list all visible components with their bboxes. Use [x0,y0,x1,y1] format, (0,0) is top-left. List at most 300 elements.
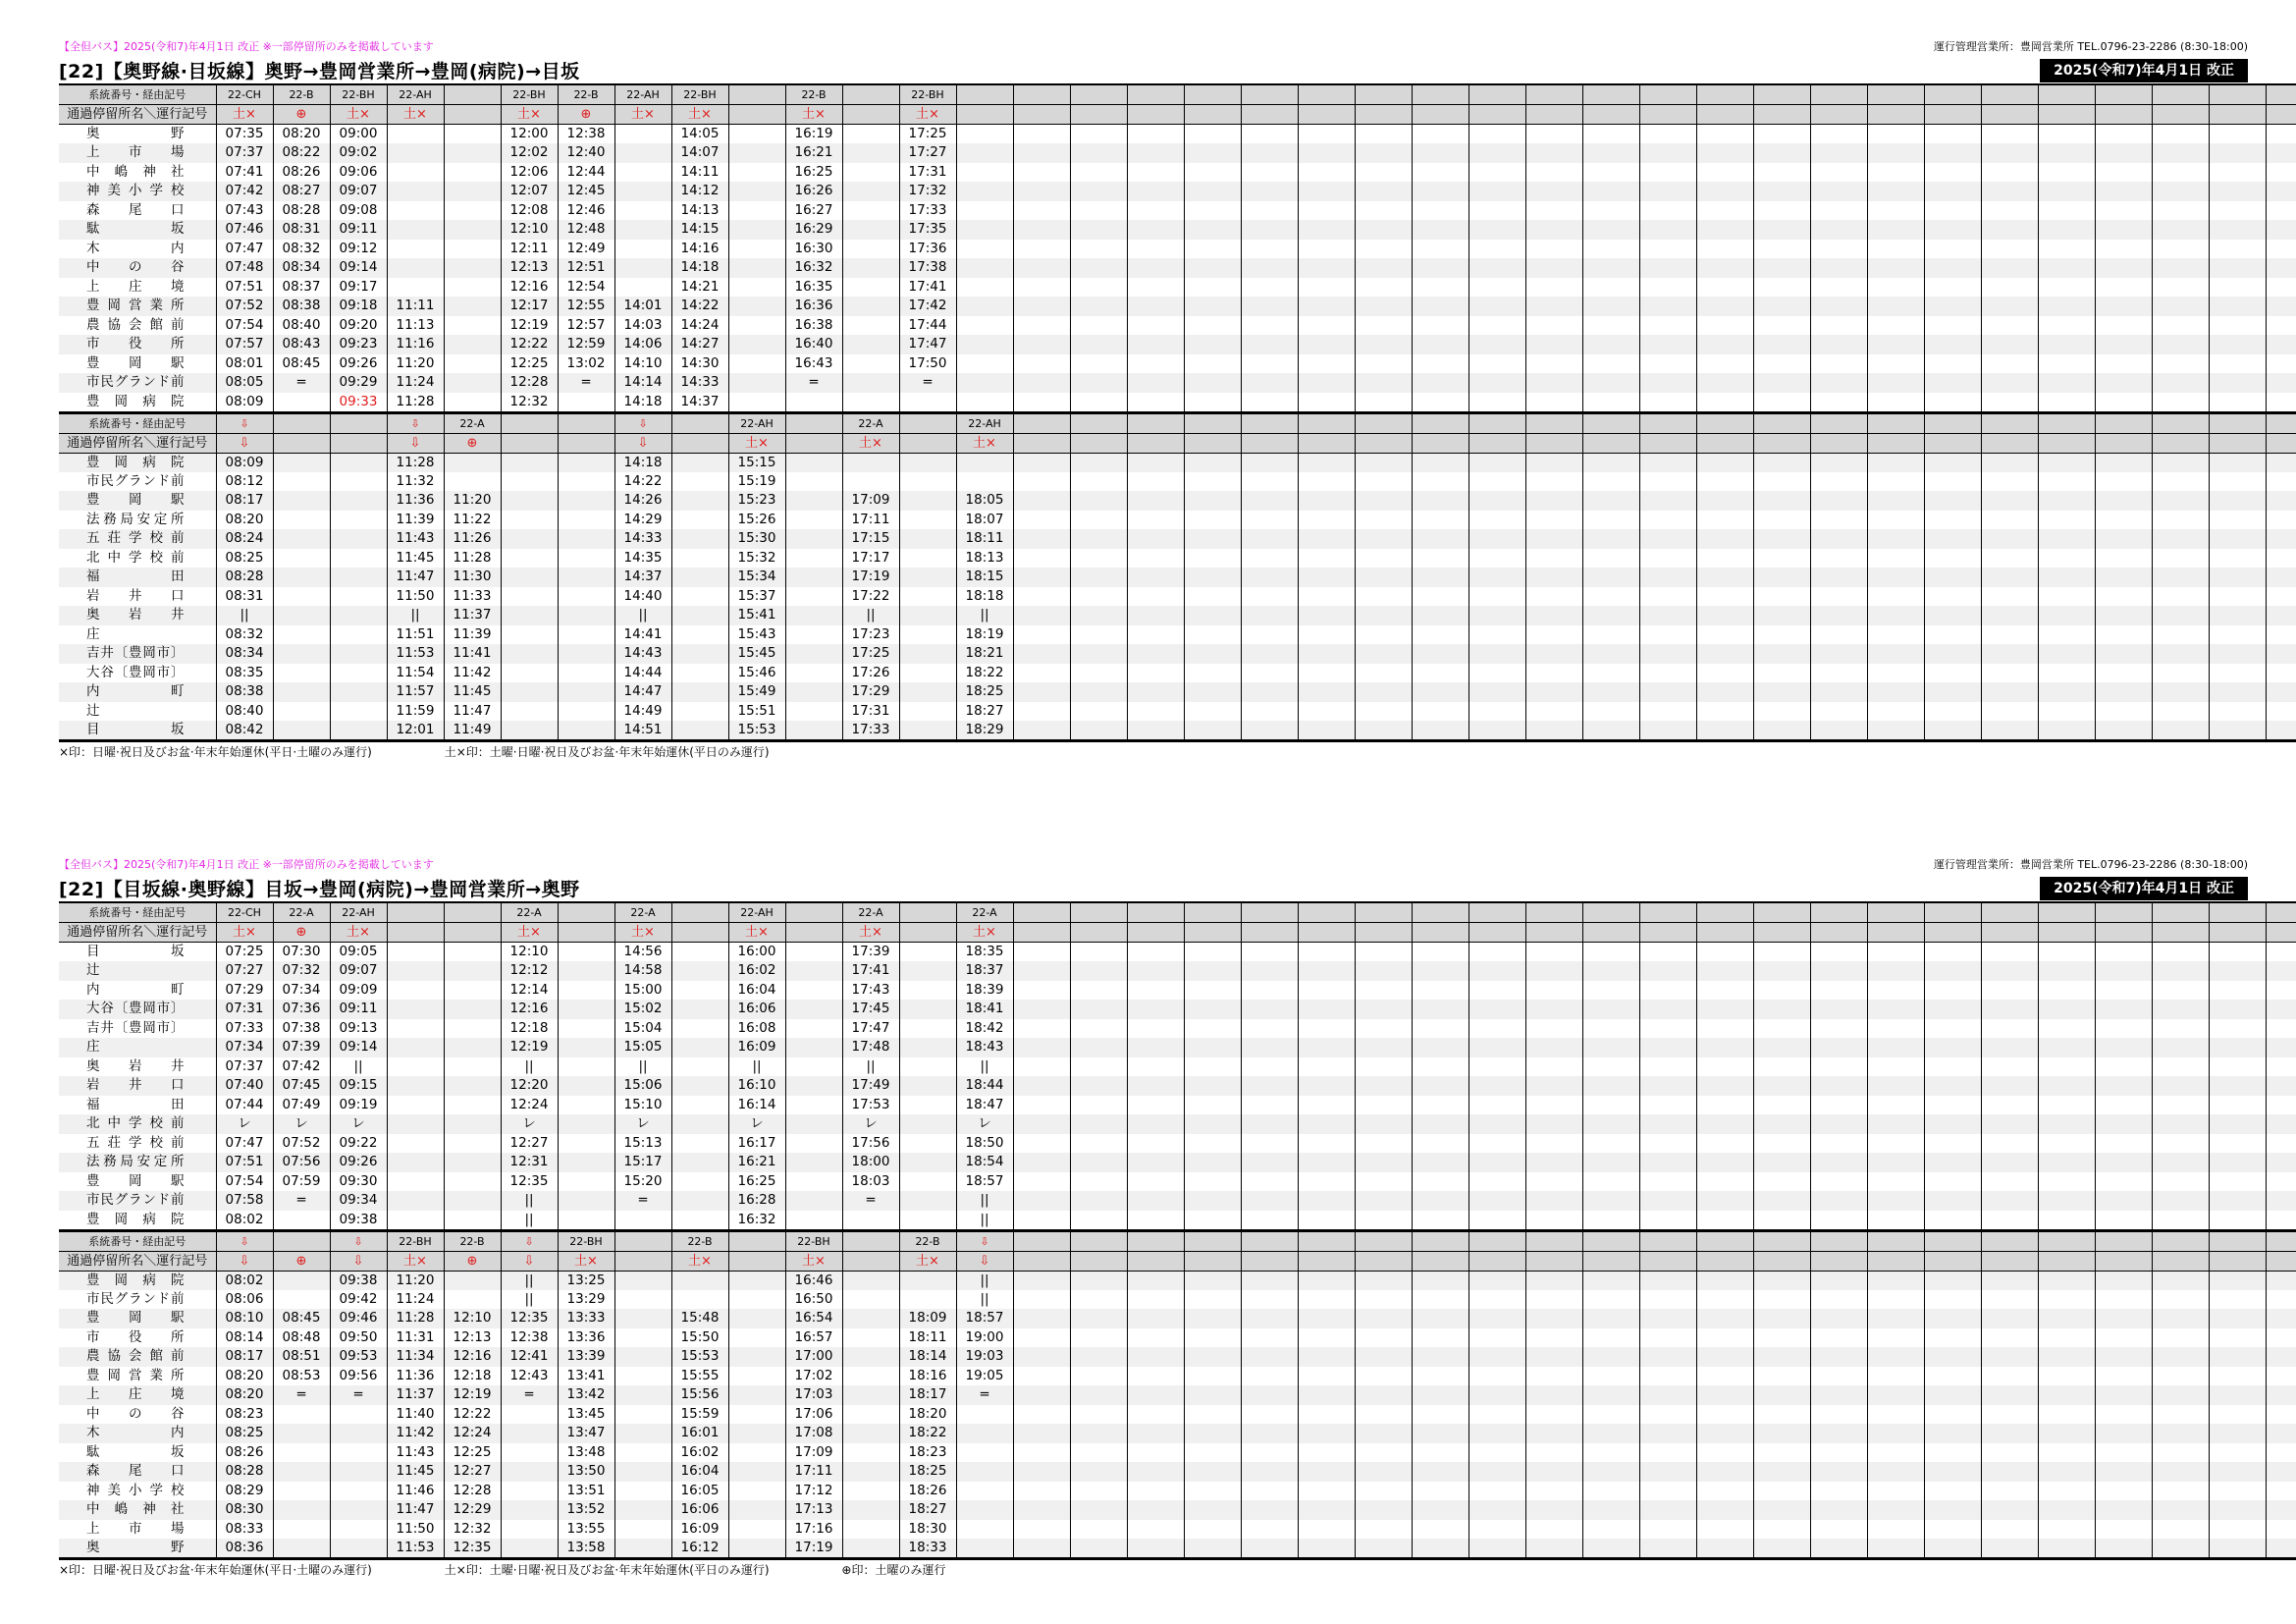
departure-time: 16:26 [785,182,842,201]
departure-time: 12:28 [501,373,558,393]
departure-time: 14:24 [671,316,728,336]
departure-time [1013,1038,1070,1057]
departure-time: 18:15 [956,568,1013,587]
departure-time [1924,702,1981,722]
departure-time [330,1405,387,1425]
departure-time [1241,587,1298,607]
departure-time [1696,644,1753,664]
departure-time [1525,1172,1582,1192]
route-code [1127,902,1184,923]
departure-time: 12:17 [501,297,558,316]
stop-row [59,682,2296,702]
departure-time [1127,373,1184,393]
operation-mark [2209,105,2266,125]
departure-time [842,453,899,472]
departure-time: 16:27 [785,201,842,221]
departure-time [1013,1405,1070,1425]
departure-time: 15:41 [728,606,785,625]
departure-time [1696,1347,1753,1367]
departure-time: 09:22 [330,1134,387,1154]
departure-time [501,1405,558,1425]
operation-mark [2266,105,2296,125]
departure-time [1867,240,1924,259]
departure-time [1013,1134,1070,1154]
departure-time [1810,1000,1867,1019]
departure-time [1582,702,1639,722]
departure-time [1013,258,1070,278]
departure-time [1298,1520,1355,1540]
route-code [1582,412,1639,433]
departure-time [1924,721,1981,741]
departure-time [1867,1482,1924,1501]
departure-time [1696,143,1753,163]
departure-time [1525,625,1582,645]
departure-time [273,1211,330,1231]
operation-mark [2095,923,2152,943]
departure-time [2152,373,2209,393]
operation-mark: 土× [216,105,273,125]
departure-time [2209,316,2266,336]
departure-time: = [330,1385,387,1405]
departure-time [1924,1211,1981,1231]
departure-time: 18:42 [956,1019,1013,1039]
departure-time: 12:12 [501,961,558,981]
departure-time: 18:35 [956,943,1013,962]
stop-row [59,1367,2296,1386]
departure-time [1753,393,1810,413]
departure-time [842,1385,899,1405]
departure-time: 18:57 [956,1309,1013,1328]
departure-time: 12:13 [501,258,558,278]
departure-time [728,1271,785,1290]
departure-time: || [956,606,1013,625]
departure-time: 17:33 [899,201,956,221]
departure-time [273,587,330,607]
departure-time [1355,1309,1412,1328]
departure-time [1468,125,1525,144]
departure-time [1013,511,1070,530]
departure-time [1241,1328,1298,1348]
departure-time [1070,1443,1127,1463]
route-code [1070,902,1127,923]
stop-name: 五荘学校前 [59,1134,216,1154]
departure-time [1468,1096,1525,1115]
departure-time: 08:20 [216,1385,273,1405]
departure-time [1298,1000,1355,1019]
departure-time [387,1114,444,1134]
departure-time: 08:10 [216,1309,273,1328]
departure-time: 17:53 [842,1096,899,1115]
departure-time [1412,1271,1468,1290]
departure-time [1696,943,1753,962]
stop-name: 庄 [59,1038,216,1057]
departure-time: || [956,1271,1013,1290]
departure-time [2095,511,2152,530]
departure-time [2095,644,2152,664]
departure-time [1867,1347,1924,1367]
departure-time [444,220,501,240]
departure-time [1525,961,1582,981]
departure-time [1753,1000,1810,1019]
departure-time [899,1290,956,1310]
departure-time [1867,258,1924,278]
departure-time: レ [273,1114,330,1134]
operation-mark [1468,923,1525,943]
departure-time [1298,297,1355,316]
departure-time [1525,491,1582,511]
departure-time [1127,529,1184,549]
departure-time [2095,1328,2152,1348]
departure-time [501,453,558,472]
operation-mark: ⊕ [558,105,614,125]
departure-time: 13:52 [558,1500,614,1520]
departure-time [728,1500,785,1520]
departure-time [1070,297,1127,316]
departure-time [330,664,387,683]
departure-time [1468,644,1525,664]
departure-time [1184,258,1241,278]
departure-time: 09:19 [330,1096,387,1115]
departure-time [1070,702,1127,722]
operation-mark [671,923,728,943]
departure-time [1298,491,1355,511]
departure-time [1867,373,1924,393]
departure-time [1070,644,1127,664]
departure-time [1525,1019,1582,1039]
departure-time: 14:13 [671,201,728,221]
route-code [1639,1230,1696,1251]
departure-time [1355,625,1412,645]
departure-time [1468,568,1525,587]
departure-time [2266,1019,2296,1039]
departure-time [1810,1019,1867,1039]
route-code [1298,902,1355,923]
departure-time [1468,1385,1525,1405]
departure-time [1127,1271,1184,1290]
departure-time [1753,143,1810,163]
departure-time [1468,1076,1525,1096]
departure-time [1639,1328,1696,1348]
departure-time [1355,125,1412,144]
departure-time [2095,220,2152,240]
departure-time [728,1424,785,1443]
departure-time [1355,1385,1412,1405]
operation-mark [2152,105,2209,125]
operation-mark [1241,105,1298,125]
departure-time: 08:23 [216,1405,273,1425]
departure-time: レ [501,1114,558,1134]
departure-time [1355,961,1412,981]
operation-mark [2209,1251,2266,1271]
stop-row [59,549,2296,568]
departure-time: 08:01 [216,354,273,374]
departure-time: 08:53 [273,1367,330,1386]
departure-time [1127,587,1184,607]
departure-time: 16:17 [728,1134,785,1154]
operation-mark: 土× [899,105,956,125]
departure-time [1412,943,1468,962]
departure-time [1184,511,1241,530]
departure-time [2266,1385,2296,1405]
departure-time [1468,1482,1525,1501]
route-code [1241,902,1298,923]
departure-time [2152,1038,2209,1057]
departure-time [728,297,785,316]
departure-time [2152,1539,2209,1559]
departure-time [614,1309,671,1328]
departure-time [899,529,956,549]
departure-time [330,1500,387,1520]
departure-time [1924,549,1981,568]
departure-time [2038,961,2095,981]
departure-time: 16:36 [785,297,842,316]
departure-time [1013,316,1070,336]
departure-time: || [614,606,671,625]
route-code: 22-A [614,902,671,923]
departure-time [899,664,956,683]
departure-time: 17:35 [899,220,956,240]
departure-time [614,1367,671,1386]
departure-time [785,549,842,568]
departure-time [956,335,1013,354]
route-code: 22-A [842,902,899,923]
departure-time: 14:41 [614,625,671,645]
departure-time: 17:49 [842,1076,899,1096]
route-code [671,412,728,433]
departure-time [1867,354,1924,374]
departure-time [614,125,671,144]
departure-time [1696,258,1753,278]
departure-time [1298,1385,1355,1405]
route-code [2095,1230,2152,1251]
departure-time: 19:03 [956,1347,1013,1367]
departure-time [1639,568,1696,587]
departure-time [273,1271,330,1290]
departure-time [2209,1367,2266,1386]
departure-time [1241,1153,1298,1172]
departure-time [1639,1424,1696,1443]
departure-time [1867,393,1924,413]
stop-row [59,1000,2296,1019]
operation-mark: 土× [956,433,1013,453]
departure-time [387,240,444,259]
stop-name: 内町 [59,682,216,702]
departure-time [1241,981,1298,1001]
departure-time [842,182,899,201]
departure-time [1127,568,1184,587]
stop-row [59,1096,2296,1115]
operation-mark [842,105,899,125]
departure-time [1127,1153,1184,1172]
departure-time [1184,354,1241,374]
route-code [1355,84,1412,105]
departure-time: 18:44 [956,1076,1013,1096]
departure-time [2038,201,2095,221]
departure-time [2266,297,2296,316]
departure-time [2152,961,2209,981]
departure-time [2152,316,2209,336]
departure-time [1753,1290,1810,1310]
stop-name: 豊岡営業所 [59,1367,216,1386]
departure-time [2209,1096,2266,1115]
departure-time [1924,1539,1981,1559]
departure-time: 07:38 [273,1019,330,1039]
departure-time [1981,278,2038,298]
departure-time: 17:47 [842,1019,899,1039]
departure-time [1810,1038,1867,1057]
departure-time: 08:51 [273,1347,330,1367]
route-code [1468,1230,1525,1251]
departure-time [1924,587,1981,607]
departure-time [2209,1076,2266,1096]
route-code [1753,412,1810,433]
departure-time [1867,682,1924,702]
departure-time [1810,1057,1867,1077]
departure-time [842,1405,899,1425]
departure-time [1582,1038,1639,1057]
departure-time [1070,1482,1127,1501]
departure-time [2038,568,2095,587]
departure-time: 07:25 [216,943,273,962]
departure-time [1070,1153,1127,1172]
departure-time [1924,606,1981,625]
route-code [1298,84,1355,105]
departure-time: 11:28 [387,453,444,472]
departure-time: 15:53 [671,1347,728,1367]
departure-time: || [728,1057,785,1077]
stop-row [59,1347,2296,1367]
departure-time: 11:26 [444,529,501,549]
departure-time [444,393,501,413]
departure-time [1127,297,1184,316]
stop-name: 中の谷 [59,258,216,278]
departure-time [2209,1019,2266,1039]
departure-time [1525,1191,1582,1211]
departure-time: 12:46 [558,201,614,221]
operation-mark [614,1251,671,1271]
departure-time [2266,1347,2296,1367]
departure-time [1810,278,1867,298]
departure-time [1070,1385,1127,1405]
departure-time [2038,1520,2095,1540]
departure-time [671,1134,728,1154]
departure-time [2038,1134,2095,1154]
departure-time [1810,961,1867,981]
departure-time [387,981,444,1001]
departure-time [1412,1114,1468,1134]
departure-time: 18:27 [899,1500,956,1520]
stop-row [59,1482,2296,1501]
departure-time [1753,472,1810,492]
stop-name: 市民グランド前 [59,1290,216,1310]
departure-time [956,354,1013,374]
departure-time [1924,1000,1981,1019]
departure-time [1525,182,1582,201]
operation-mark: ⇩ [614,433,671,453]
departure-time [501,1482,558,1501]
departure-time [671,1153,728,1172]
departure-time [2152,1019,2209,1039]
departure-time: 12:01 [387,721,444,741]
departure-time [1867,182,1924,201]
departure-time [1298,393,1355,413]
departure-time: 12:44 [558,163,614,183]
departure-time [1696,316,1753,336]
departure-time: 09:08 [330,201,387,221]
operation-mark [1696,105,1753,125]
departure-time [899,1271,956,1290]
departure-time [558,1134,614,1154]
departure-time [1582,125,1639,144]
departure-time [1696,1153,1753,1172]
departure-time [1013,1172,1070,1192]
departure-time: = [273,1385,330,1405]
departure-time [1753,644,1810,664]
departure-time: 11:11 [387,297,444,316]
departure-time [1924,220,1981,240]
departure-time [2095,1172,2152,1192]
departure-time [1070,1424,1127,1443]
departure-time: 15:46 [728,664,785,683]
departure-time [1127,625,1184,645]
departure-time: 07:34 [273,981,330,1001]
departure-time [728,220,785,240]
departure-time: 09:38 [330,1271,387,1290]
departure-time: 08:31 [273,220,330,240]
departure-time [1241,644,1298,664]
departure-time [2209,682,2266,702]
departure-time [1525,1038,1582,1057]
departure-time [273,606,330,625]
departure-time: 12:41 [501,1347,558,1367]
departure-time [1013,1520,1070,1540]
departure-time [558,472,614,492]
departure-time: 14:06 [614,335,671,354]
departure-time [444,278,501,298]
operation-mark [2095,105,2152,125]
departure-time [1810,1424,1867,1443]
departure-time [273,625,330,645]
operation-mark: 土× [842,433,899,453]
departure-time [1924,1019,1981,1039]
departure-time [899,682,956,702]
departure-time [1525,258,1582,278]
departure-time: 12:38 [501,1328,558,1348]
route-code [671,902,728,923]
departure-time [1241,201,1298,221]
route-code [1013,84,1070,105]
departure-time [1127,1076,1184,1096]
departure-time [1639,625,1696,645]
departure-time [2095,981,2152,1001]
departure-time [558,721,614,741]
departure-time [501,511,558,530]
departure-time [1298,1211,1355,1231]
departure-time [1298,335,1355,354]
departure-time [785,1134,842,1154]
departure-time: 08:30 [216,1500,273,1520]
departure-time [1412,1057,1468,1077]
departure-time: 07:42 [273,1057,330,1077]
departure-time [1070,220,1127,240]
departure-time [2095,1290,2152,1310]
departure-time: 09:09 [330,981,387,1001]
departure-time: 17:09 [785,1443,842,1463]
stop-name: 駄坂 [59,220,216,240]
departure-time [501,1443,558,1463]
departure-time [2152,1328,2209,1348]
departure-time [1753,220,1810,240]
